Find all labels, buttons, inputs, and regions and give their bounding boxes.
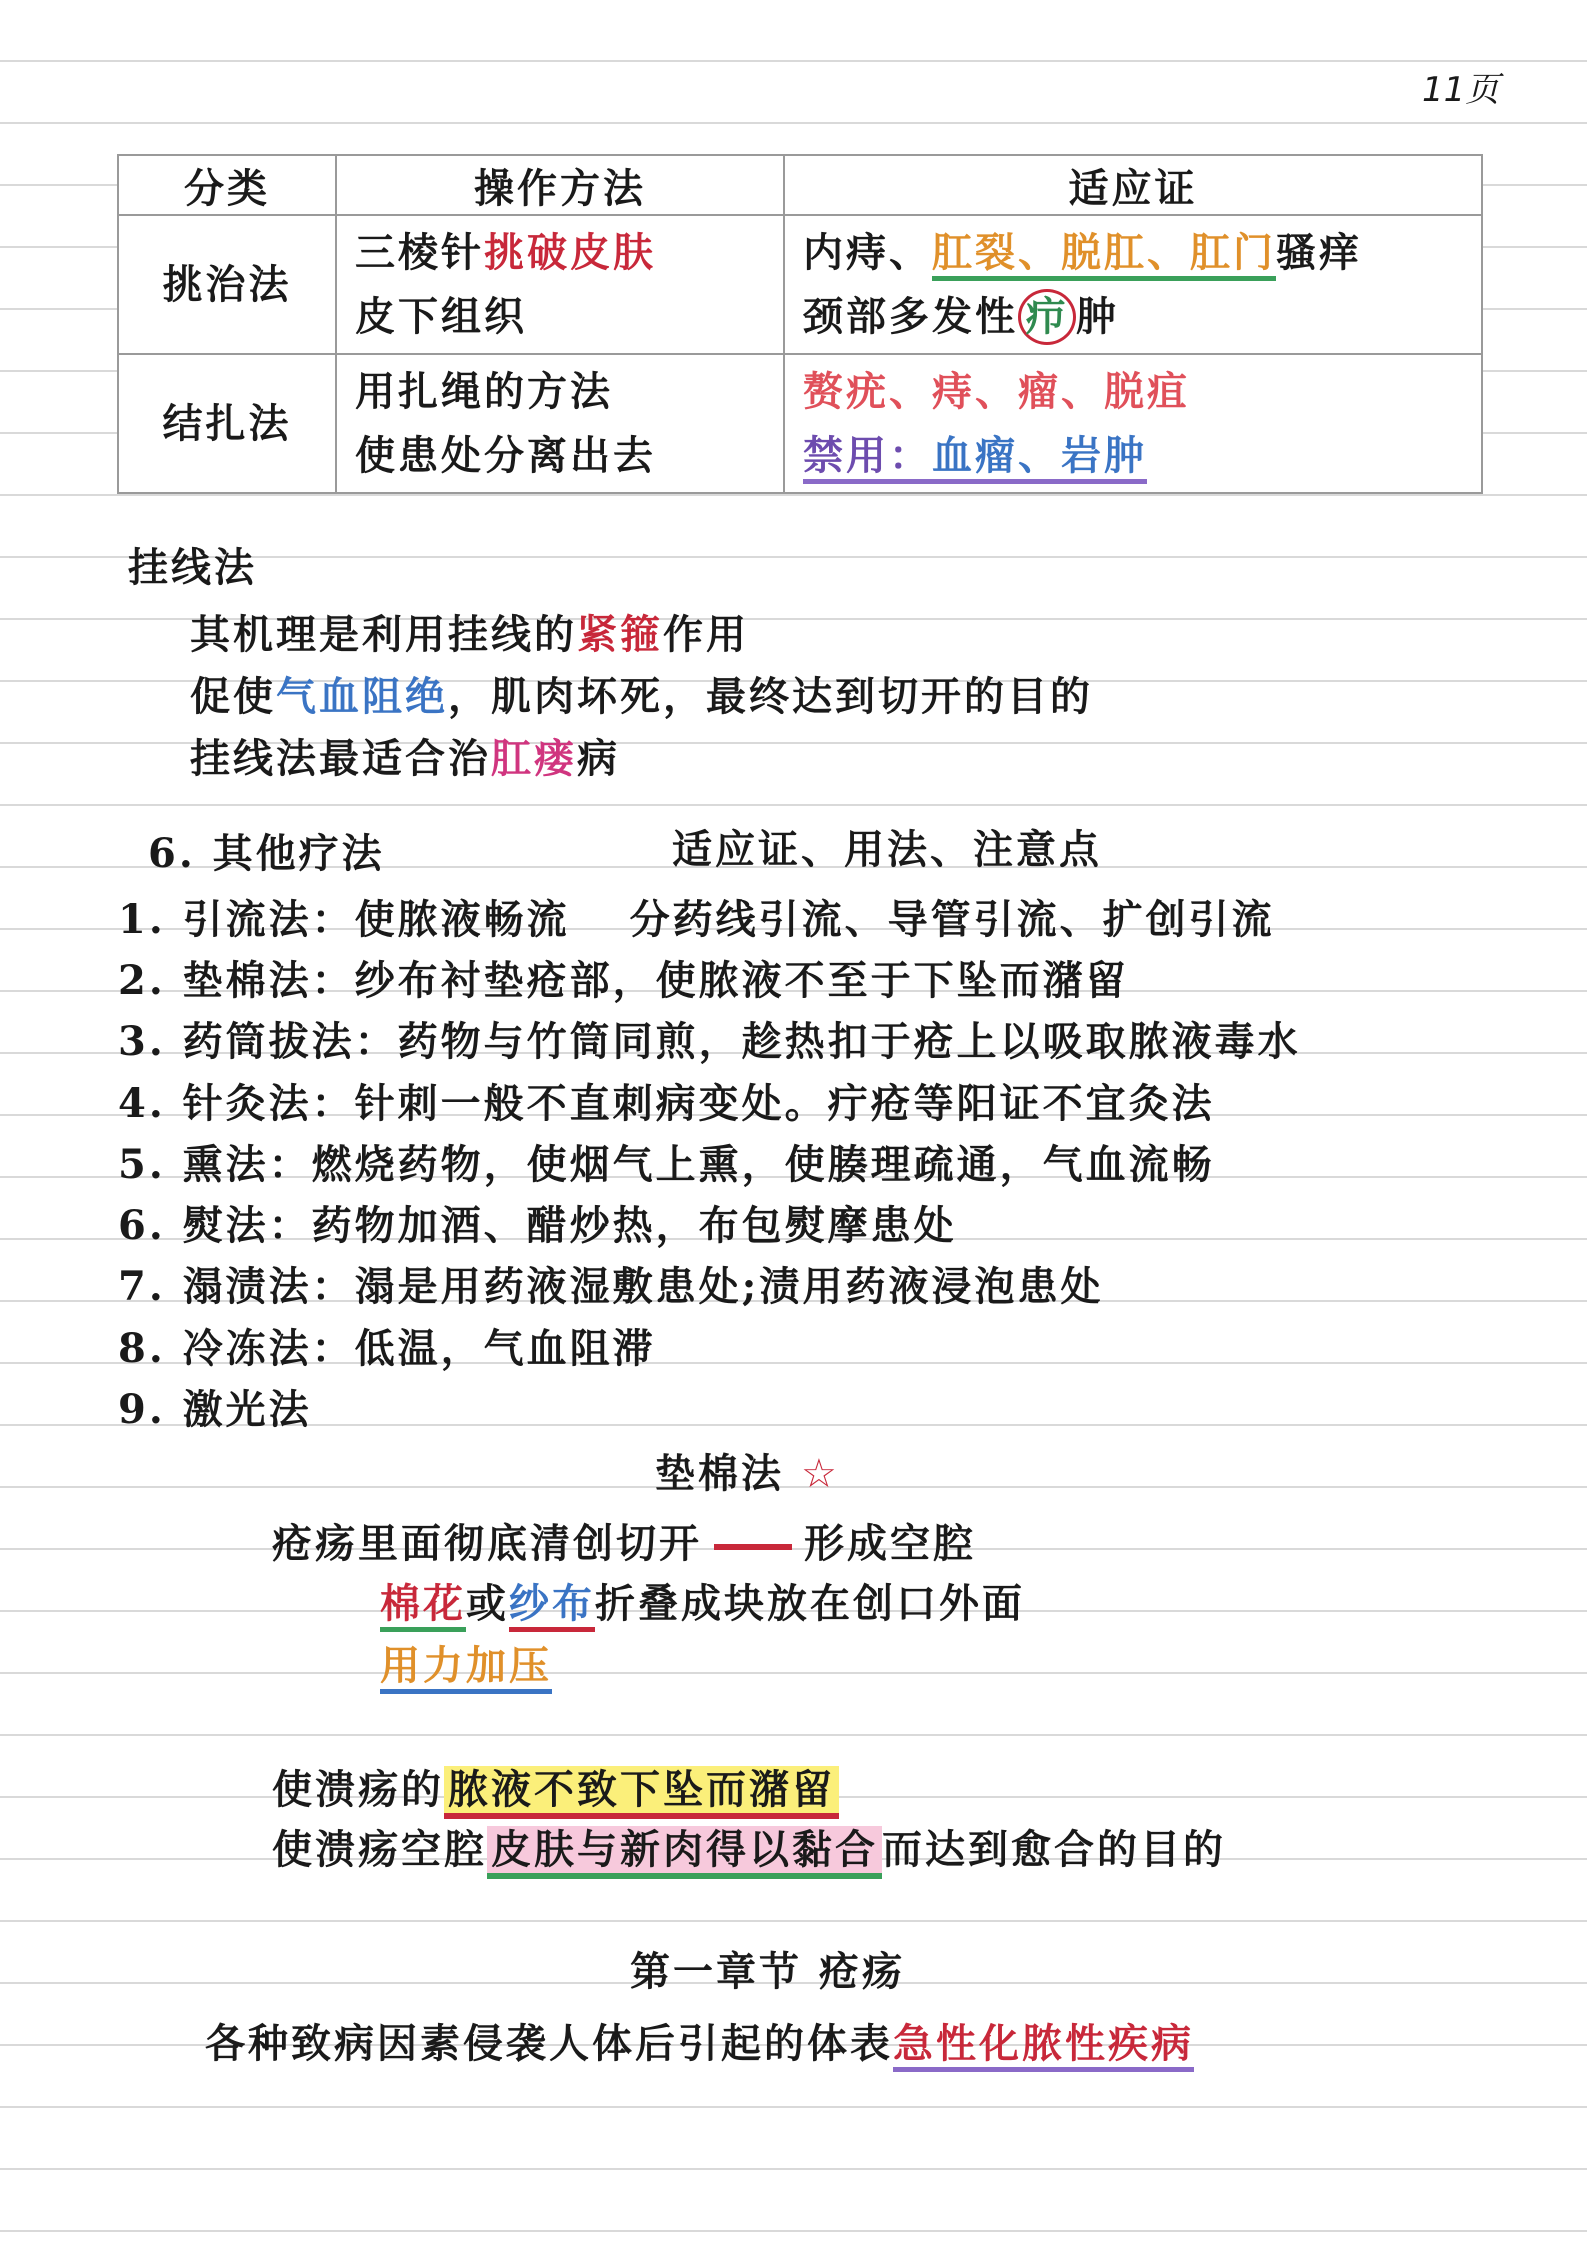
list-item: 7. 溻渍法：溻是用药液湿敷患处;渍用药液浸泡患处 [118, 1263, 1104, 1310]
highlight: 棉花 [380, 1580, 466, 1632]
indication-text: 内痔、 [803, 228, 932, 276]
chapter-definition [205, 2012, 1194, 2069]
text: 折叠成块放在创口外面 [595, 1580, 1025, 1627]
star-icon: ☆ [800, 1451, 840, 1497]
indication-line [803, 221, 1463, 285]
highlight: 急性化脓性疾病 [893, 2020, 1194, 2072]
row-method [336, 354, 784, 493]
row-category: 挑治法 [118, 215, 336, 354]
method-line: 皮下组织 [355, 292, 527, 340]
indication-line [803, 424, 1463, 488]
text: 使溃疡的 [272, 1766, 444, 1813]
circled-char: 疖 [1018, 289, 1076, 345]
method-line: 用扎绳的方法 [355, 367, 613, 415]
text: 形成空腔 [804, 1520, 976, 1567]
list-item: 2. 垫棉法：纱布衬垫疮部，使脓液不至于下坠而潴留 [118, 957, 1129, 1004]
highlight: 纱布 [509, 1580, 595, 1632]
text: 各种致病因素侵袭人体后引起的体表 [205, 2020, 893, 2067]
method-line: 使患处分离出去 [355, 431, 656, 479]
text: 其机理是利用挂线的 [190, 611, 577, 658]
list-item: 6. 熨法：药物加酒、醋炒热，布包熨摩患处 [118, 1202, 957, 1249]
indication-line: 赘疣、痔、瘤、脱疽 [803, 367, 1190, 415]
row-indication [784, 215, 1482, 354]
other-title: 6. 其他疗法 [148, 830, 385, 877]
highlight: 用力加压 [380, 1642, 552, 1694]
list-item: 1. 引流法：使脓液畅流 分药线引流、导管引流、扩创引流 [118, 896, 1275, 943]
header-indication: 适应证 [784, 155, 1482, 215]
row-category: 结扎法 [118, 354, 336, 493]
table-row [118, 215, 1482, 354]
guaxian-line-3 [190, 727, 620, 784]
guaxian-line-2 [190, 665, 1093, 722]
guaxian-title: 挂线法 [128, 544, 257, 591]
highlight: 紧箍 [577, 611, 663, 658]
highlight: 皮肤与新肉得以黏合 [487, 1826, 882, 1879]
indication-text: 骚痒 [1276, 228, 1362, 276]
text: 使溃疡空腔 [272, 1826, 487, 1873]
page-number: 11页 [1422, 70, 1500, 110]
text: 促使 [190, 673, 276, 720]
list-item: 8. 冷冻法：低温，气血阻滞 [118, 1325, 656, 1372]
indication-line [803, 285, 1463, 349]
indication-text: 颈部多发性 [803, 292, 1018, 340]
table-header-row [118, 155, 1482, 215]
text: 病 [577, 735, 620, 782]
method-text: 三棱针 [355, 228, 484, 276]
text: 或 [466, 1580, 509, 1627]
dianmian-title [655, 1442, 840, 1499]
list-item: 9. 激光法 [118, 1386, 312, 1433]
highlight: 脓液不致下坠而潴留 [444, 1766, 839, 1819]
table-row [118, 354, 1482, 493]
list-item: 4. 针灸法：针刺一般不直刺病变处。疔疮等阳证不宜灸法 [118, 1080, 1215, 1127]
other-subtitle: 适应证、用法、注意点 [672, 826, 1102, 873]
text: 而达到愈合的目的 [882, 1826, 1226, 1873]
chapter-title: 第一章节 疮疡 [630, 1948, 905, 1995]
text: 疮疡里面彻底清创切开 [272, 1520, 702, 1567]
indication-highlight: 肛裂、脱肛、肛门 [932, 229, 1276, 281]
classification-table [117, 154, 1483, 494]
contraindication-label: 禁用： [803, 432, 932, 484]
text: ，肌肉坏死，最终达到切开的目的 [448, 673, 1093, 720]
dianmian-line-5 [272, 1818, 1226, 1875]
dianmian-line-1 [272, 1512, 976, 1569]
dianmian-line-4 [272, 1758, 839, 1815]
dianmian-line-3 [380, 1634, 552, 1691]
header-category: 分类 [118, 155, 336, 215]
row-indication [784, 354, 1482, 493]
title-text: 垫棉法 [655, 1450, 784, 1497]
list-item: 5. 熏法：燃烧药物，使烟气上熏，使腠理疏通，气血流畅 [118, 1141, 1215, 1188]
row-method [336, 215, 784, 354]
highlight: 肛瘘 [491, 735, 577, 782]
list-item: 3. 药筒拔法：药物与竹筒同煎，趁热扣于疮上以吸取脓液毒水 [118, 1018, 1301, 1065]
text: 作用 [663, 611, 749, 658]
guaxian-line-1 [190, 603, 749, 660]
contraindication-value: 血瘤、岩肿 [932, 432, 1147, 484]
highlight: 气血阻绝 [276, 673, 448, 720]
arrow-dash-icon [714, 1544, 792, 1550]
header-method: 操作方法 [336, 155, 784, 215]
dianmian-line-2 [380, 1572, 1025, 1629]
method-line [355, 221, 765, 285]
method-highlight: 挑破皮肤 [484, 228, 656, 276]
indication-text: 肿 [1076, 292, 1119, 340]
text: 挂线法最适合治 [190, 735, 491, 782]
